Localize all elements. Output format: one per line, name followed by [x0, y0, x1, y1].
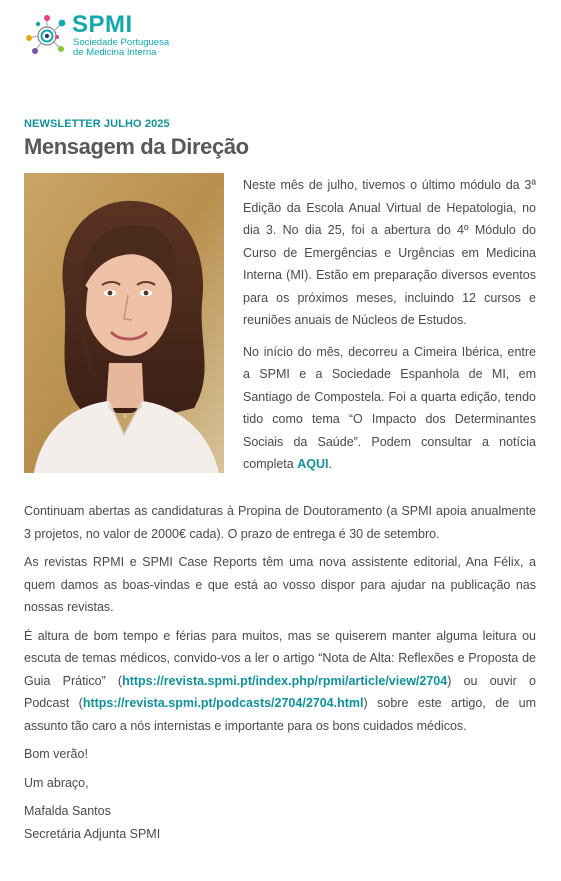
aqui-link[interactable]: AQUI: [297, 457, 329, 471]
intro-paragraph-2: [243, 341, 536, 476]
body-greeting: Bom verão!: [24, 747, 88, 761]
author-portrait-photo: [24, 173, 224, 473]
intro-paragraph-1: Neste mês de julho, tivemos o último módulo da 3ª Edição da Escola Anual Virtual de Hepatologia, no dia 3. No dia 25, foi a abertura do 4º Módulo do Curso de Emergências e Urgências em Medicina Interna (MI). Estão em preparação diversos eventos para os próximos meses, incluindo 12 cursos e reuniões anuais de Núcleos de Estudos.: [243, 178, 536, 327]
intro-paragraph-2-end: .: [328, 457, 332, 471]
logo-subtitle-line2: de Medicina Interna: [73, 47, 157, 58]
intro-paragraph-2-text: No início do mês, decorreu a Cimeira Ibérica, entre a SPMI e a Sociedade Espanhola de MI, em Santiago de Compostela. Foi a quarta edição, tendo tido como tema “O Impacto dos Determinantes Sociais da Saúde”. Podem consultar a notícia completa: [243, 344, 536, 471]
intro-section: [243, 174, 536, 485]
body-paragraph-article: [24, 625, 536, 738]
signature-role: Secretária Adjunta SPMI: [24, 826, 161, 841]
portrait-illustration: [24, 173, 224, 473]
body-closing: Um abraço,: [24, 775, 89, 790]
body-paragraph-doctorate: Continuam abertas as candidaturas à Propina de Doutoramento (a SPMI apoia anualmente 3 projetos, no valor de 2000€ cada). O prazo de entrega é 30 de setembro.: [24, 504, 536, 541]
newsletter-kicker: NEWSLETTER JULHO 2025: [24, 118, 170, 130]
body-paragraph-journals: As revistas RPMI e SPMI Case Reports têm uma nova assistente editorial, Ana Félix, a quem damos as boas-vindas e que está ao vosso dispor para ajudar na publicação nas nossas revistas.: [24, 555, 536, 614]
logo-subtitle: [73, 38, 169, 58]
message-body: [24, 500, 536, 845]
logo-subtitle-line1: Sociedade Portuguesa: [73, 37, 170, 48]
spmi-logo[interactable]: [24, 11, 170, 58]
article-link[interactable]: https://revista.spmi.pt/index.php/rpmi/article/view/2704: [122, 673, 448, 688]
podcast-link[interactable]: https://revista.spmi.pt/podcasts/2704/2704.html: [82, 696, 364, 710]
spmi-logo-mark-icon: [24, 14, 70, 58]
article-text-c: ) sobre este artigo, de um assunto tão caro a nós internistas e importante para os bons cuidados médicos.: [24, 696, 536, 733]
article-text-a: É altura de bom tempo e férias para muitos, mas se quiserem manter alguma leitura ou escuta de temas médicos, convido-vos a ler o artigo “Nota de Alta: Reflexões e Proposta de Guia Prático” (: [24, 628, 536, 688]
page-title: Mensagem da Direção: [24, 134, 249, 159]
signature-name: Mafalda Santos: [24, 804, 111, 818]
logo-title: SPMI: [72, 11, 133, 38]
article-text-b: ) ou ouvir o Podcast (: [24, 673, 536, 710]
